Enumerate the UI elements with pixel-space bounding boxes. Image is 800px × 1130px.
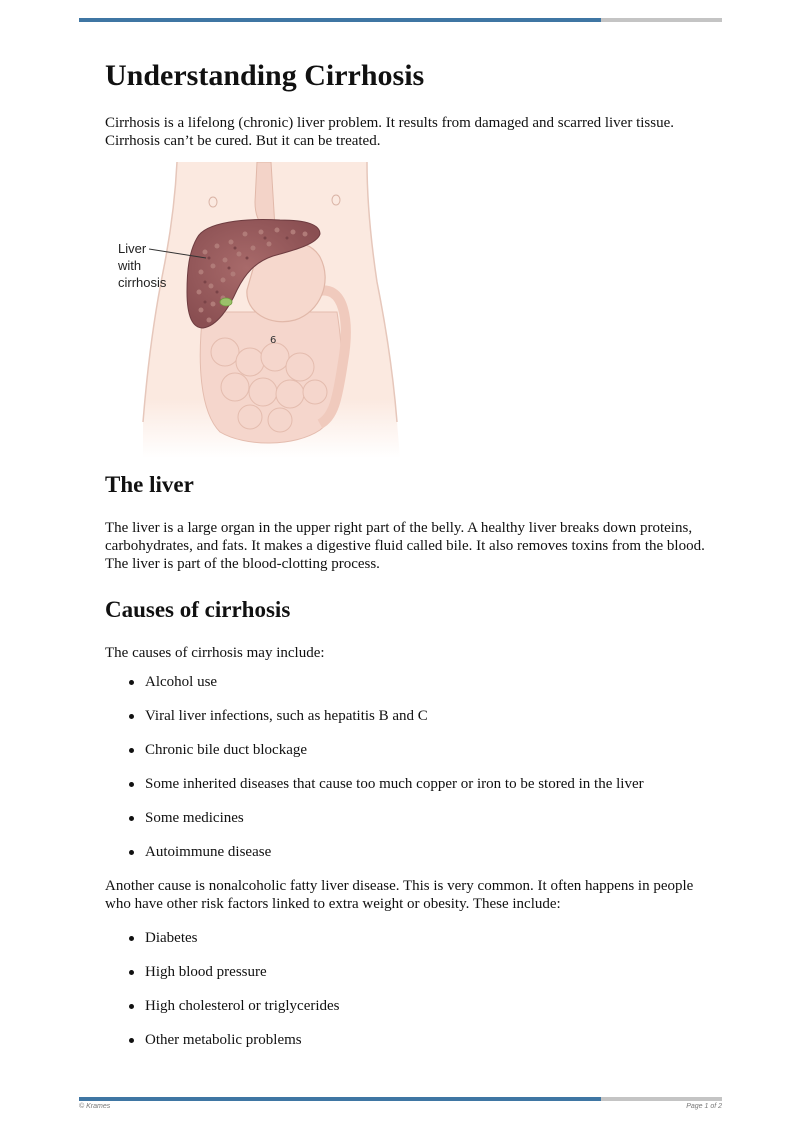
other-cause-paragraph: Another cause is nonalcoholic fatty liver disease. This is very common. It often happens in people who have other risk factors linked to extra weight or obesity. These include: bbox=[105, 878, 694, 912]
section-heading-liver: The liver bbox=[105, 472, 194, 497]
list-item: Chronic bile duct blockage bbox=[129, 741, 705, 759]
footer-copyright: © Krames bbox=[79, 1103, 111, 1110]
list-item: Other metabolic problems bbox=[129, 1031, 705, 1049]
list-item: Autoimmune disease bbox=[129, 843, 705, 861]
list-item: Alcohol use bbox=[129, 673, 705, 691]
figure-label-line3: cirrhosis bbox=[118, 275, 167, 290]
footer-rule-accent bbox=[79, 1097, 601, 1101]
page-title: Understanding Cirrhosis bbox=[105, 59, 425, 92]
header-rule bbox=[79, 18, 722, 22]
figure-label-line2: with bbox=[118, 258, 142, 273]
cirrhosis-illustration bbox=[105, 162, 405, 458]
footer-page-number: Page 1 of 2 bbox=[686, 1103, 722, 1110]
causes-list bbox=[105, 673, 705, 861]
abdomen-liver-illustration bbox=[105, 162, 405, 458]
header-rule-accent bbox=[79, 18, 601, 22]
list-item: High blood pressure bbox=[129, 963, 705, 981]
risk-factors-list bbox=[105, 929, 705, 1049]
causes-lead-paragraph: The causes of cirrhosis may include: bbox=[105, 645, 325, 661]
intro-paragraph: Cirrhosis is a lifelong (chronic) liver problem. It results from damaged and scarred liver tissue. Cirrhosis can’t be cured. But it can be treated. bbox=[105, 115, 675, 149]
figure-label-line1: Liver bbox=[118, 241, 147, 256]
list-item: Diabetes bbox=[129, 929, 705, 947]
list-item: Some medicines bbox=[129, 809, 705, 827]
section-heading-causes: Causes of cirrhosis bbox=[105, 597, 291, 622]
document-body bbox=[105, 56, 705, 1049]
list-item: High cholesterol or triglycerides bbox=[129, 997, 705, 1015]
list-item: Viral liver infections, such as hepatitis B and C bbox=[129, 707, 705, 725]
svg-text:6: 6 bbox=[270, 335, 277, 346]
liver-paragraph: The liver is a large organ in the upper right part of the belly. A healthy liver breaks down proteins, carbohydrates, and fats. It makes a digestive fluid called bile. It also removes toxins from the blood. The liver is part of the blood-clotting process. bbox=[105, 520, 705, 572]
list-item: Some inherited diseases that cause too much copper or iron to be stored in the liver bbox=[129, 775, 705, 793]
footer-rule bbox=[79, 1097, 722, 1101]
